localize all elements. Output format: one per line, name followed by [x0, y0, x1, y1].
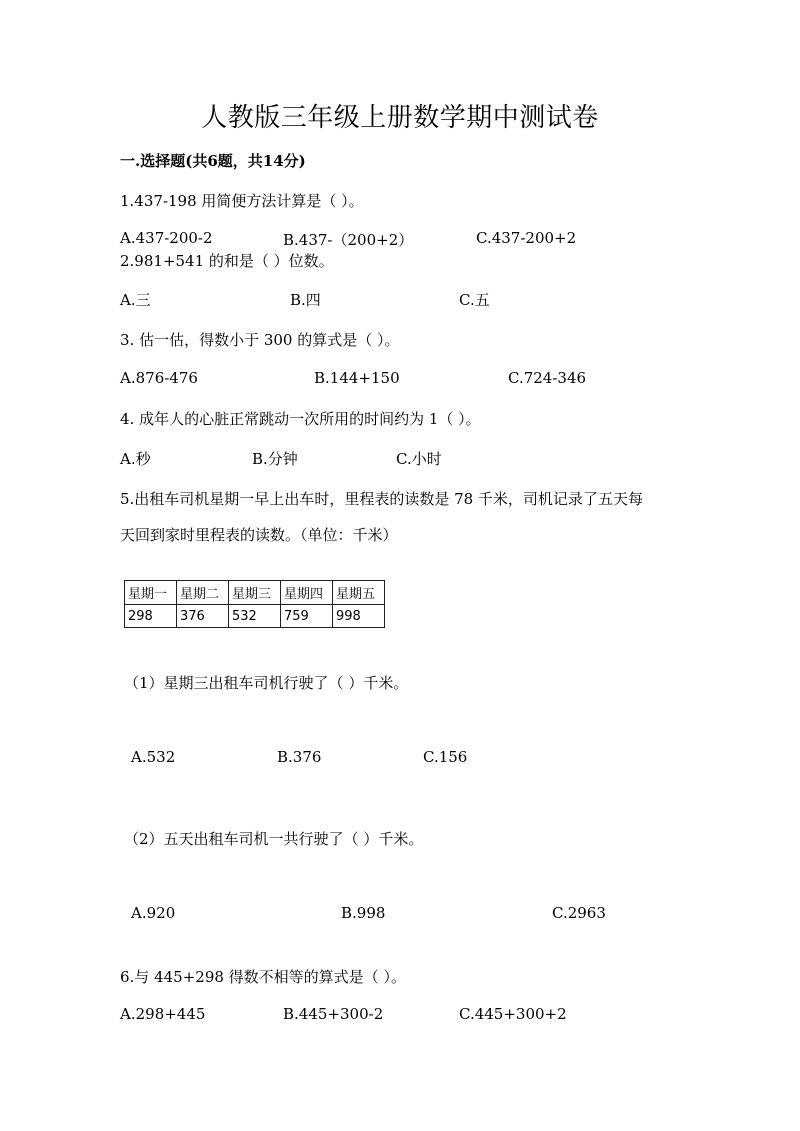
question-5-sub-2-option-a: A.920 [131, 904, 176, 922]
question-5-sub-1-option-b: B.376 [277, 748, 322, 766]
question-6-option-a: A.298+445 [120, 1005, 206, 1023]
table-header-cell: 星期一 [125, 581, 177, 605]
table-cell: 298 [125, 605, 177, 628]
question-2-option-c: C.五 [459, 291, 490, 309]
odometer-table [124, 580, 385, 628]
question-1-option-b: B.437-（200+2） [283, 231, 414, 249]
question-3-option-a: A.876-476 [120, 369, 198, 387]
table-cell: 376 [177, 605, 229, 628]
question-5-sub-2: （2）五天出租车司机一共行驶了（ ）千米。 [124, 830, 424, 848]
table-cell: 759 [281, 605, 333, 628]
question-4: 4. 成年人的心脏正常跳动一次所用的时间约为 1（ ）。 [120, 410, 481, 428]
question-4-option-c: C.小时 [396, 450, 442, 468]
question-2-option-b: B.四 [290, 291, 321, 309]
table-header-cell: 星期五 [333, 581, 385, 605]
question-5-line-1: 5.出租车司机星期一早上出车时，里程表的读数是 78 千米，司机记录了五天每 [120, 490, 643, 508]
question-4-option-b: B.分钟 [252, 450, 298, 468]
question-3: 3. 估一估，得数小于 300 的算式是（ ）。 [120, 331, 400, 349]
table-row [125, 605, 385, 628]
table-cell: 532 [229, 605, 281, 628]
page-title: 人教版三年级上册数学期中测试卷 [201, 103, 599, 133]
question-4-option-a: A.秒 [120, 450, 151, 468]
question-5-sub-1-option-a: A.532 [131, 748, 176, 766]
question-1: 1.437-198 用简便方法计算是（ ）。 [120, 192, 364, 210]
question-2-option-a: A.三 [120, 291, 151, 309]
question-6-option-c: C.445+300+2 [459, 1005, 567, 1023]
question-6-option-b: B.445+300-2 [283, 1005, 384, 1023]
table-header-cell: 星期二 [177, 581, 229, 605]
question-5-sub-2-option-b: B.998 [341, 904, 386, 922]
question-1-option-a: A.437-200-2 [120, 229, 213, 247]
question-5-sub-1-option-c: C.156 [423, 748, 468, 766]
question-2: 2.981+541 的和是（ ）位数。 [120, 252, 334, 270]
table-header-row [125, 581, 385, 605]
question-5-sub-1: （1）星期三出租车司机行驶了（ ）千米。 [124, 674, 409, 692]
question-5-sub-2-option-c: C.2963 [552, 904, 606, 922]
question-1-option-c: C.437-200+2 [476, 229, 577, 247]
table-header-cell: 星期四 [281, 581, 333, 605]
question-5-line-2: 天回到家时里程表的读数。（单位：千米） [120, 526, 398, 544]
question-6: 6.与 445+298 得数不相等的算式是（ ）。 [120, 968, 406, 986]
question-3-option-c: C.724-346 [508, 369, 587, 387]
table-header-cell: 星期三 [229, 581, 281, 605]
table-cell: 998 [333, 605, 385, 628]
question-3-option-b: B.144+150 [314, 369, 400, 387]
section-heading: 一.选择题(共6题，共14分) [120, 152, 306, 170]
